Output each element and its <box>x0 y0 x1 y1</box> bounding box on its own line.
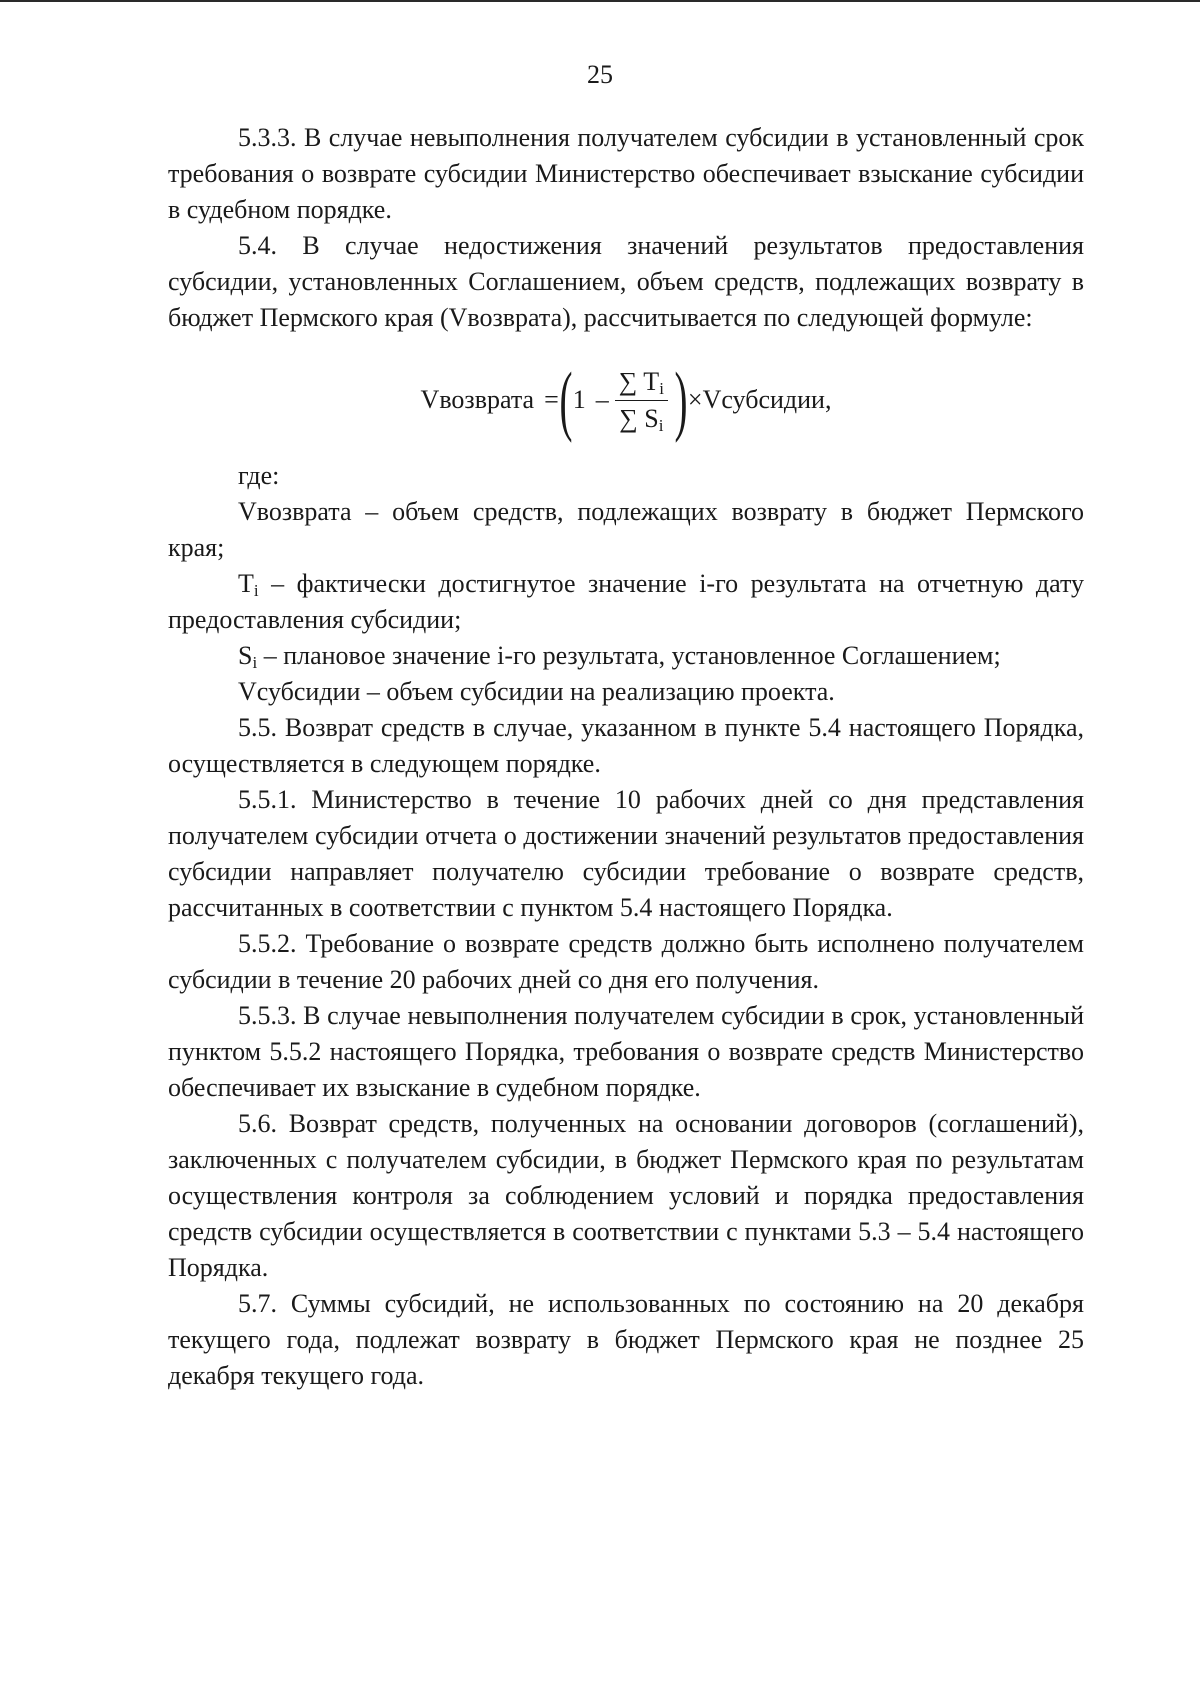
page-number: 25 <box>587 60 613 89</box>
definition-v-subsidy: Vсубсидии – объем субсидии на реализацию проекта. <box>238 677 835 706</box>
symbol-t: T <box>238 569 254 598</box>
paragraph-5-5-1: 5.5.1. Министерство в течение 10 рабочих дней со дня представления получателем субсидии отчета о достижении значений результатов предоставления субсидии направляет получателю субсидии требование о возврате средств, рассчитанных в соответствии с пунктом 5.4 настоящего Порядка. <box>168 785 1084 922</box>
formula-lhs: Vвозврата <box>420 385 535 414</box>
where-label: где: <box>238 461 280 490</box>
definition-v-return: Vвозврата – объем средств, подлежащих возврату в бюджет Пермского края; <box>168 497 1084 562</box>
definition-s-text: – плановое значение i-го результата, установленное Соглашением; <box>257 641 1001 670</box>
formula-one: 1 <box>572 385 586 414</box>
definition-t <box>168 566 1084 638</box>
denominator-var: S <box>644 403 659 433</box>
symbol-t-sub: i <box>253 581 259 600</box>
numerator-sub: i <box>659 378 664 398</box>
left-paren: ( <box>559 356 573 443</box>
document-body <box>168 120 1084 1394</box>
formula-equals: = <box>544 385 559 414</box>
formula-minus: – <box>595 385 609 414</box>
formula-fraction <box>615 366 668 435</box>
definition-s <box>168 638 1084 674</box>
definition-t-text: – фактически достигнутое значение i-го результата на отчетную дату предоставления субсидии; <box>168 569 1084 634</box>
symbol-s-sub: i <box>252 653 258 672</box>
paragraph-5-5-2: 5.5.2. Требование о возврате средств должно быть исполнено получателем субсидии в течение 20 рабочих дней со дня его получения. <box>168 929 1084 994</box>
formula-rhs: Vсубсидии, <box>702 385 832 414</box>
paragraph-5-4: 5.4. В случае недостижения значений результатов предоставления субсидии, установленных Соглашением, объем средств, подлежащих возврату в бюджет Пермского края (Vвозврата), рассчитывается по следующей формуле: <box>168 231 1084 332</box>
paragraph-5-5: 5.5. Возврат средств в случае, указанном в пункте 5.4 настоящего Порядка, осуществляется в следующем порядке. <box>168 713 1084 778</box>
numerator-var: T <box>643 366 660 396</box>
paragraph-5-7: 5.7. Суммы субсидий, не использованных по состоянию на 20 декабря текущего года, подлежат возврату в бюджет Пермского края не позднее 25 декабря текущего года. <box>168 1289 1084 1390</box>
fraction-denominator <box>615 401 667 435</box>
denominator-sub: i <box>658 415 664 435</box>
page-top-border <box>0 0 1200 2</box>
fraction-numerator <box>615 366 668 401</box>
paragraph-5-3-3: 5.3.3. В случае невыполнения получателем субсидии в установленный срок требования о возврате субсидии Министерство обеспечивает взыскание субсидии в судебном порядке. <box>168 123 1084 224</box>
symbol-s: S <box>238 641 253 670</box>
right-paren: ) <box>674 356 688 443</box>
formula-times: × <box>687 385 703 414</box>
sum-sign: ∑ <box>619 403 638 433</box>
paragraph-5-6: 5.6. Возврат средств, полученных на основании договоров (соглашений), заключенных с получателем субсидии, в бюджет Пермского края по результатам осуществления контроля за соблюдением условий и порядка предоставления средств субсидии осуществляется в соответствии с пунктами 5.3 – 5.4 настоящего Порядка. <box>168 1109 1084 1282</box>
paragraph-5-5-3: 5.5.3. В случае невыполнения получателем субсидии в срок, установленный пунктом 5.5.2 настоящего Порядка, требования о возврате средств Министерство обеспечивает их взыскание в судебном порядке. <box>168 1001 1084 1102</box>
return-formula <box>168 348 1084 452</box>
sum-sign: ∑ <box>618 366 638 396</box>
